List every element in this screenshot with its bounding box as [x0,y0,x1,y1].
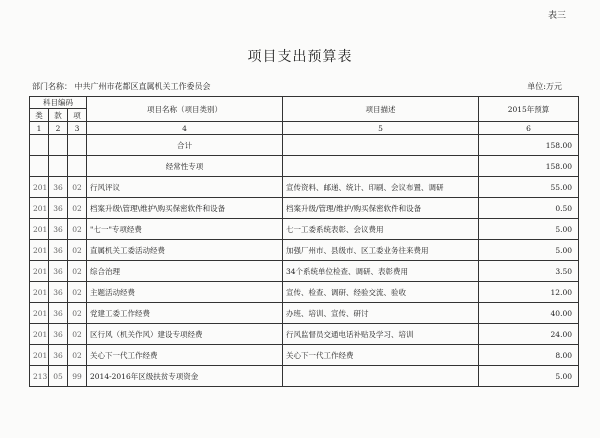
xiang-cell: 99 [68,366,87,387]
project-name-cell: 直属机关工委活动经费 [87,240,283,261]
project-name-header: 项目名称（项目类别） [87,97,283,122]
xiang-cell: 02 [68,198,87,219]
project-name-cell: 党建工委工作经费 [87,303,283,324]
kuan-cell: 36 [49,345,68,366]
amount-cell: 3.50 [479,261,579,282]
table-row [30,198,579,219]
lei-cell: 201 [30,198,49,219]
amount-cell: 5.00 [479,219,579,240]
table-row [30,282,579,303]
xiang-cell: 02 [68,345,87,366]
department-name: 中共广州市花都区直属机关工作委员会 [74,82,211,91]
project-name-cell: 综合治理 [87,261,283,282]
column-index: 4 [87,122,283,135]
xiang-cell: 02 [68,219,87,240]
xiang-cell: 02 [68,303,87,324]
lei-cell: 201 [30,219,49,240]
amount-cell: 8.00 [479,345,579,366]
lei-cell: 201 [30,261,49,282]
total-value: 158.00 [479,135,579,156]
table-row [30,303,579,324]
unit-label: 单位:万元 [527,82,562,91]
xiang-cell: 02 [68,177,87,198]
amount-cell: 0.50 [479,198,579,219]
kuan-cell: 36 [49,261,68,282]
column-index: 3 [68,122,87,135]
description-cell [283,366,479,387]
project-name-cell: 主题活动经费 [87,282,283,303]
lei-cell: 201 [30,345,49,366]
project-name-cell: 关心下一代工作经费 [87,345,283,366]
description-cell: 宣传、检查、调研、经验交流、验收 [283,282,479,303]
subject-code-header: 科目编码 [30,97,87,109]
lei-cell: 201 [30,303,49,324]
kuan-cell: 36 [49,198,68,219]
form-code: 表三 [547,11,566,21]
column-index: 2 [49,122,68,135]
xiang-cell: 02 [68,282,87,303]
kuan-cell: 36 [49,240,68,261]
xiang-cell: 02 [68,261,87,282]
project-name-cell: 档案升级\管理\维护\购买保密软件和设备 [87,198,283,219]
amount-cell: 40.00 [479,303,579,324]
amount-cell: 12.00 [479,282,579,303]
lei-cell: 201 [30,282,49,303]
lei-cell: 201 [30,240,49,261]
description-cell: 加强厂州市、县级市、区工委业务往来费用 [283,240,479,261]
kuan-cell: 36 [49,219,68,240]
kuan-header: 款 [49,109,68,122]
description-header: 项目描述 [283,97,479,122]
recurring-label: 经常性专项 [87,156,283,177]
table-row [30,366,579,387]
table-row [30,177,579,198]
column-index: 5 [283,122,479,135]
kuan-cell: 36 [49,303,68,324]
page-title: 项目支出预算表 [247,49,353,65]
xiang-cell: 02 [68,324,87,345]
amount-cell: 5.00 [479,366,579,387]
department-line [32,81,211,92]
table-row [30,324,579,345]
lei-cell: 213 [30,366,49,387]
description-cell: 宣传资料、邮递、统计、印刷、会议布置、调研 [283,177,479,198]
department-label: 部门名称： [32,82,72,91]
table-row [30,261,579,282]
description-cell: 34个系统单位检查、调研、表彰费用 [283,261,479,282]
kuan-cell: 36 [49,177,68,198]
total-row [30,135,579,156]
recurring-row [30,156,579,177]
table-row [30,345,579,366]
project-name-cell: 行风评议 [87,177,283,198]
kuan-cell: 36 [49,282,68,303]
description-cell: 办班、培训、宣传、研讨 [283,303,479,324]
project-name-cell: 2014-2016年区级扶贫专项资金 [87,366,283,387]
lei-cell: 201 [30,177,49,198]
xiang-cell: 02 [68,240,87,261]
amount-cell: 55.00 [479,177,579,198]
project-name-cell: 区行风（机关作风）建设专项经费 [87,324,283,345]
kuan-cell: 36 [49,324,68,345]
lei-header: 类 [30,109,49,122]
table-row [30,240,579,261]
amount-cell: 24.00 [479,324,579,345]
description-cell: 七一工委系统表彰、会议费用 [283,219,479,240]
lei-cell: 201 [30,324,49,345]
amount-cell: 5.00 [479,240,579,261]
project-name-cell: "七一"专项经费 [87,219,283,240]
column-index: 1 [30,122,49,135]
budget-table [29,96,579,387]
kuan-cell: 05 [49,366,68,387]
description-cell: 行风监督员交通电话补贴及学习、培训 [283,324,479,345]
budget-header: 2015年预算 [479,97,579,122]
xiang-header: 项 [68,109,87,122]
total-label: 合计 [87,135,283,156]
table-row [30,219,579,240]
column-index: 6 [479,122,579,135]
description-cell: 档案升级/管理/维护/购买保密软件和设备 [283,198,479,219]
description-cell: 关心下一代工作经费 [283,345,479,366]
recurring-value: 158.00 [479,156,579,177]
